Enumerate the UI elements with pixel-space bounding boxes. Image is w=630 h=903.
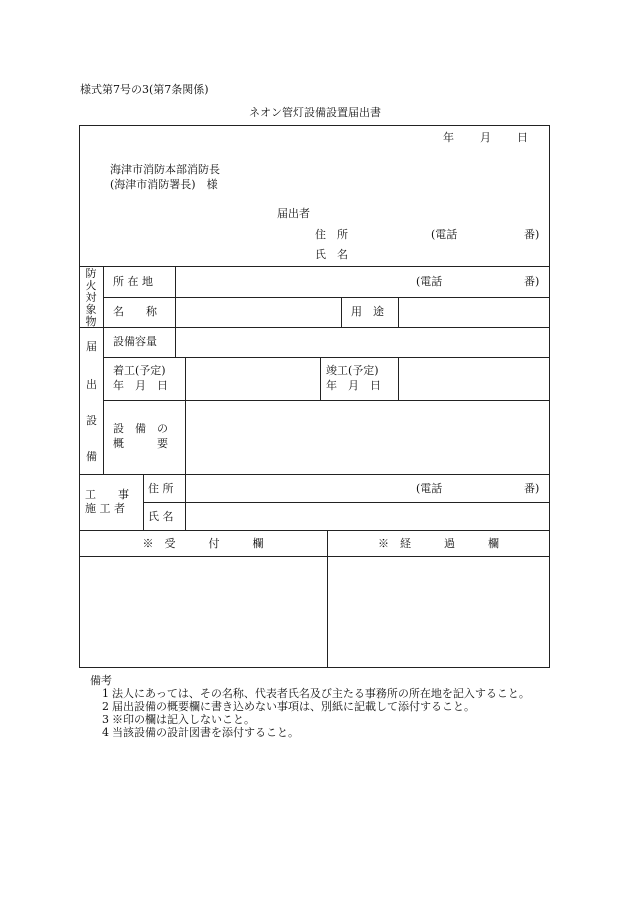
summary-label-1: 設 備 の: [113, 422, 168, 435]
note-text: ※印の欄は記入しないこと。: [112, 713, 255, 726]
equipment-group-char-1: 届: [86, 340, 97, 353]
addressee-station: (海津市消防署長) 様: [110, 178, 218, 191]
applicant-address-label: 住 所: [315, 228, 348, 241]
location-tel-open: (電話: [416, 275, 443, 288]
contractor-tel-close: 番): [524, 482, 540, 495]
start-date-label-2: 年 月 日: [113, 379, 168, 392]
contractor-group-label-1: 工 事: [85, 488, 129, 501]
note-text: 当該設備の設計図書を添付すること。: [112, 726, 299, 739]
contractor-tel-open: (電話: [416, 482, 443, 495]
summary-label-2: 概 要: [113, 437, 168, 450]
applicant-label: 届出者: [277, 207, 310, 220]
progress-box-label: ※ 経 過 欄: [378, 537, 499, 550]
finish-date-label-2: 年 月 日: [326, 379, 381, 392]
note-item: 1 法人にあっては、その名称、代表者氏名及び主たる事務所の所在地を記入すること。: [102, 687, 530, 700]
target-use-label: 用 途: [351, 305, 384, 318]
start-date-label-1: 着工(予定): [113, 364, 166, 377]
note-item: 2 届出設備の概要欄に書き込めない事項は、別紙に記載して添付すること。: [102, 700, 475, 713]
equipment-group-char-2: 出: [86, 378, 97, 391]
target-group-label: 防火対象物: [85, 267, 97, 328]
note-item: 3 ※印の欄は記入しないこと。: [102, 713, 255, 726]
capacity-label: 設備容量: [113, 335, 157, 348]
form-title: ネオン管灯設備設置届出書: [249, 106, 381, 119]
addressee-chief: 海津市消防本部消防長: [110, 163, 220, 176]
applicant-name-label: 氏 名: [315, 248, 348, 261]
contractor-name-label: 氏 名: [148, 510, 174, 523]
reception-box-label: ※ 受 付 欄: [142, 537, 264, 550]
contractor-group-label-2: 施 工 者: [85, 502, 125, 515]
notes-heading: 備考: [90, 674, 112, 687]
form-number: 様式第7号の3(第7条関係): [80, 83, 209, 96]
target-name-label: 名 称: [113, 305, 157, 318]
location-label: 所 在 地: [113, 275, 153, 288]
date-year-label: 年: [443, 131, 454, 144]
applicant-tel-close: 番): [524, 228, 540, 241]
date-month-label: 月: [480, 131, 491, 144]
finish-date-label-1: 竣工(予定): [326, 364, 379, 377]
notes-section: [90, 674, 560, 739]
applicant-tel-open: (電話: [431, 228, 458, 241]
note-text: 法人にあっては、その名称、代表者氏名及び主たる事務所の所在地を記入すること。: [112, 687, 530, 700]
equipment-group-char-3: 設: [86, 414, 97, 427]
note-item: 4 当該設備の設計図書を添付すること。: [102, 726, 299, 739]
contractor-address-label: 住 所: [148, 482, 174, 495]
location-tel-close: 番): [524, 275, 540, 288]
equipment-group-char-4: 備: [86, 450, 97, 463]
note-text: 届出設備の概要欄に書き込めない事項は、別紙に記載して添付すること。: [112, 700, 475, 713]
date-day-label: 日: [517, 131, 528, 144]
